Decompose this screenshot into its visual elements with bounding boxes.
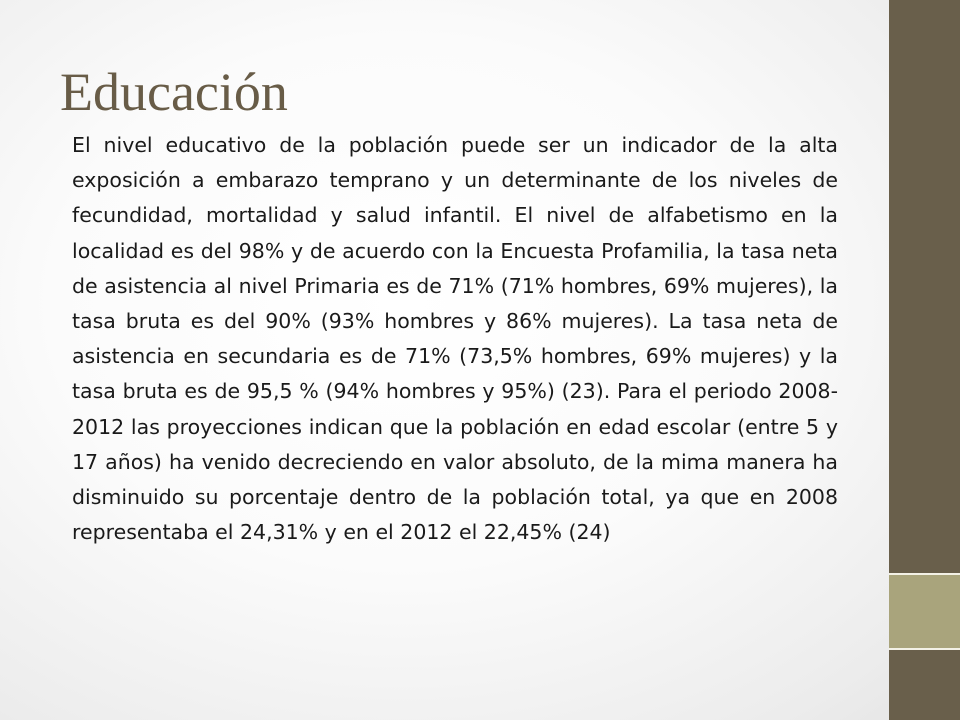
sidebar-accent-block <box>889 575 960 648</box>
slide-title: Educación <box>60 62 288 122</box>
slide-body-text: El nivel educativo de la población puede ser un indicador de la alta exposición a embarazo temprano y un determinante de los niveles de fecundidad, mortalidad y salud infantil. El nivel de alfabetismo en la localidad es del 98% y de acuerdo con la Encuesta Profamilia, la tasa neta de asistencia al nivel Primaria es de 71% (71% hombres, 69% mujeres), la tasa bruta es del 90% (93% hombres y 86% mujeres). La tasa neta de asistencia en secundaria es de 71% (73,5% hombres, 69% mujeres) y la tasa bruta es de 95,5 % (94% hombres y 95%) (23). Para el periodo 2008-2012 las proyecciones indican que la población en edad escolar (entre 5 y 17 años) ha venido decreciendo en valor absoluto, de la mima manera ha disminuido su porcentaje dentro de la población total, ya que en 2008 representaba el 24,31% y en el 2012 el 22,45% (24) <box>72 133 838 545</box>
sidebar-divider-bottom <box>889 648 960 650</box>
